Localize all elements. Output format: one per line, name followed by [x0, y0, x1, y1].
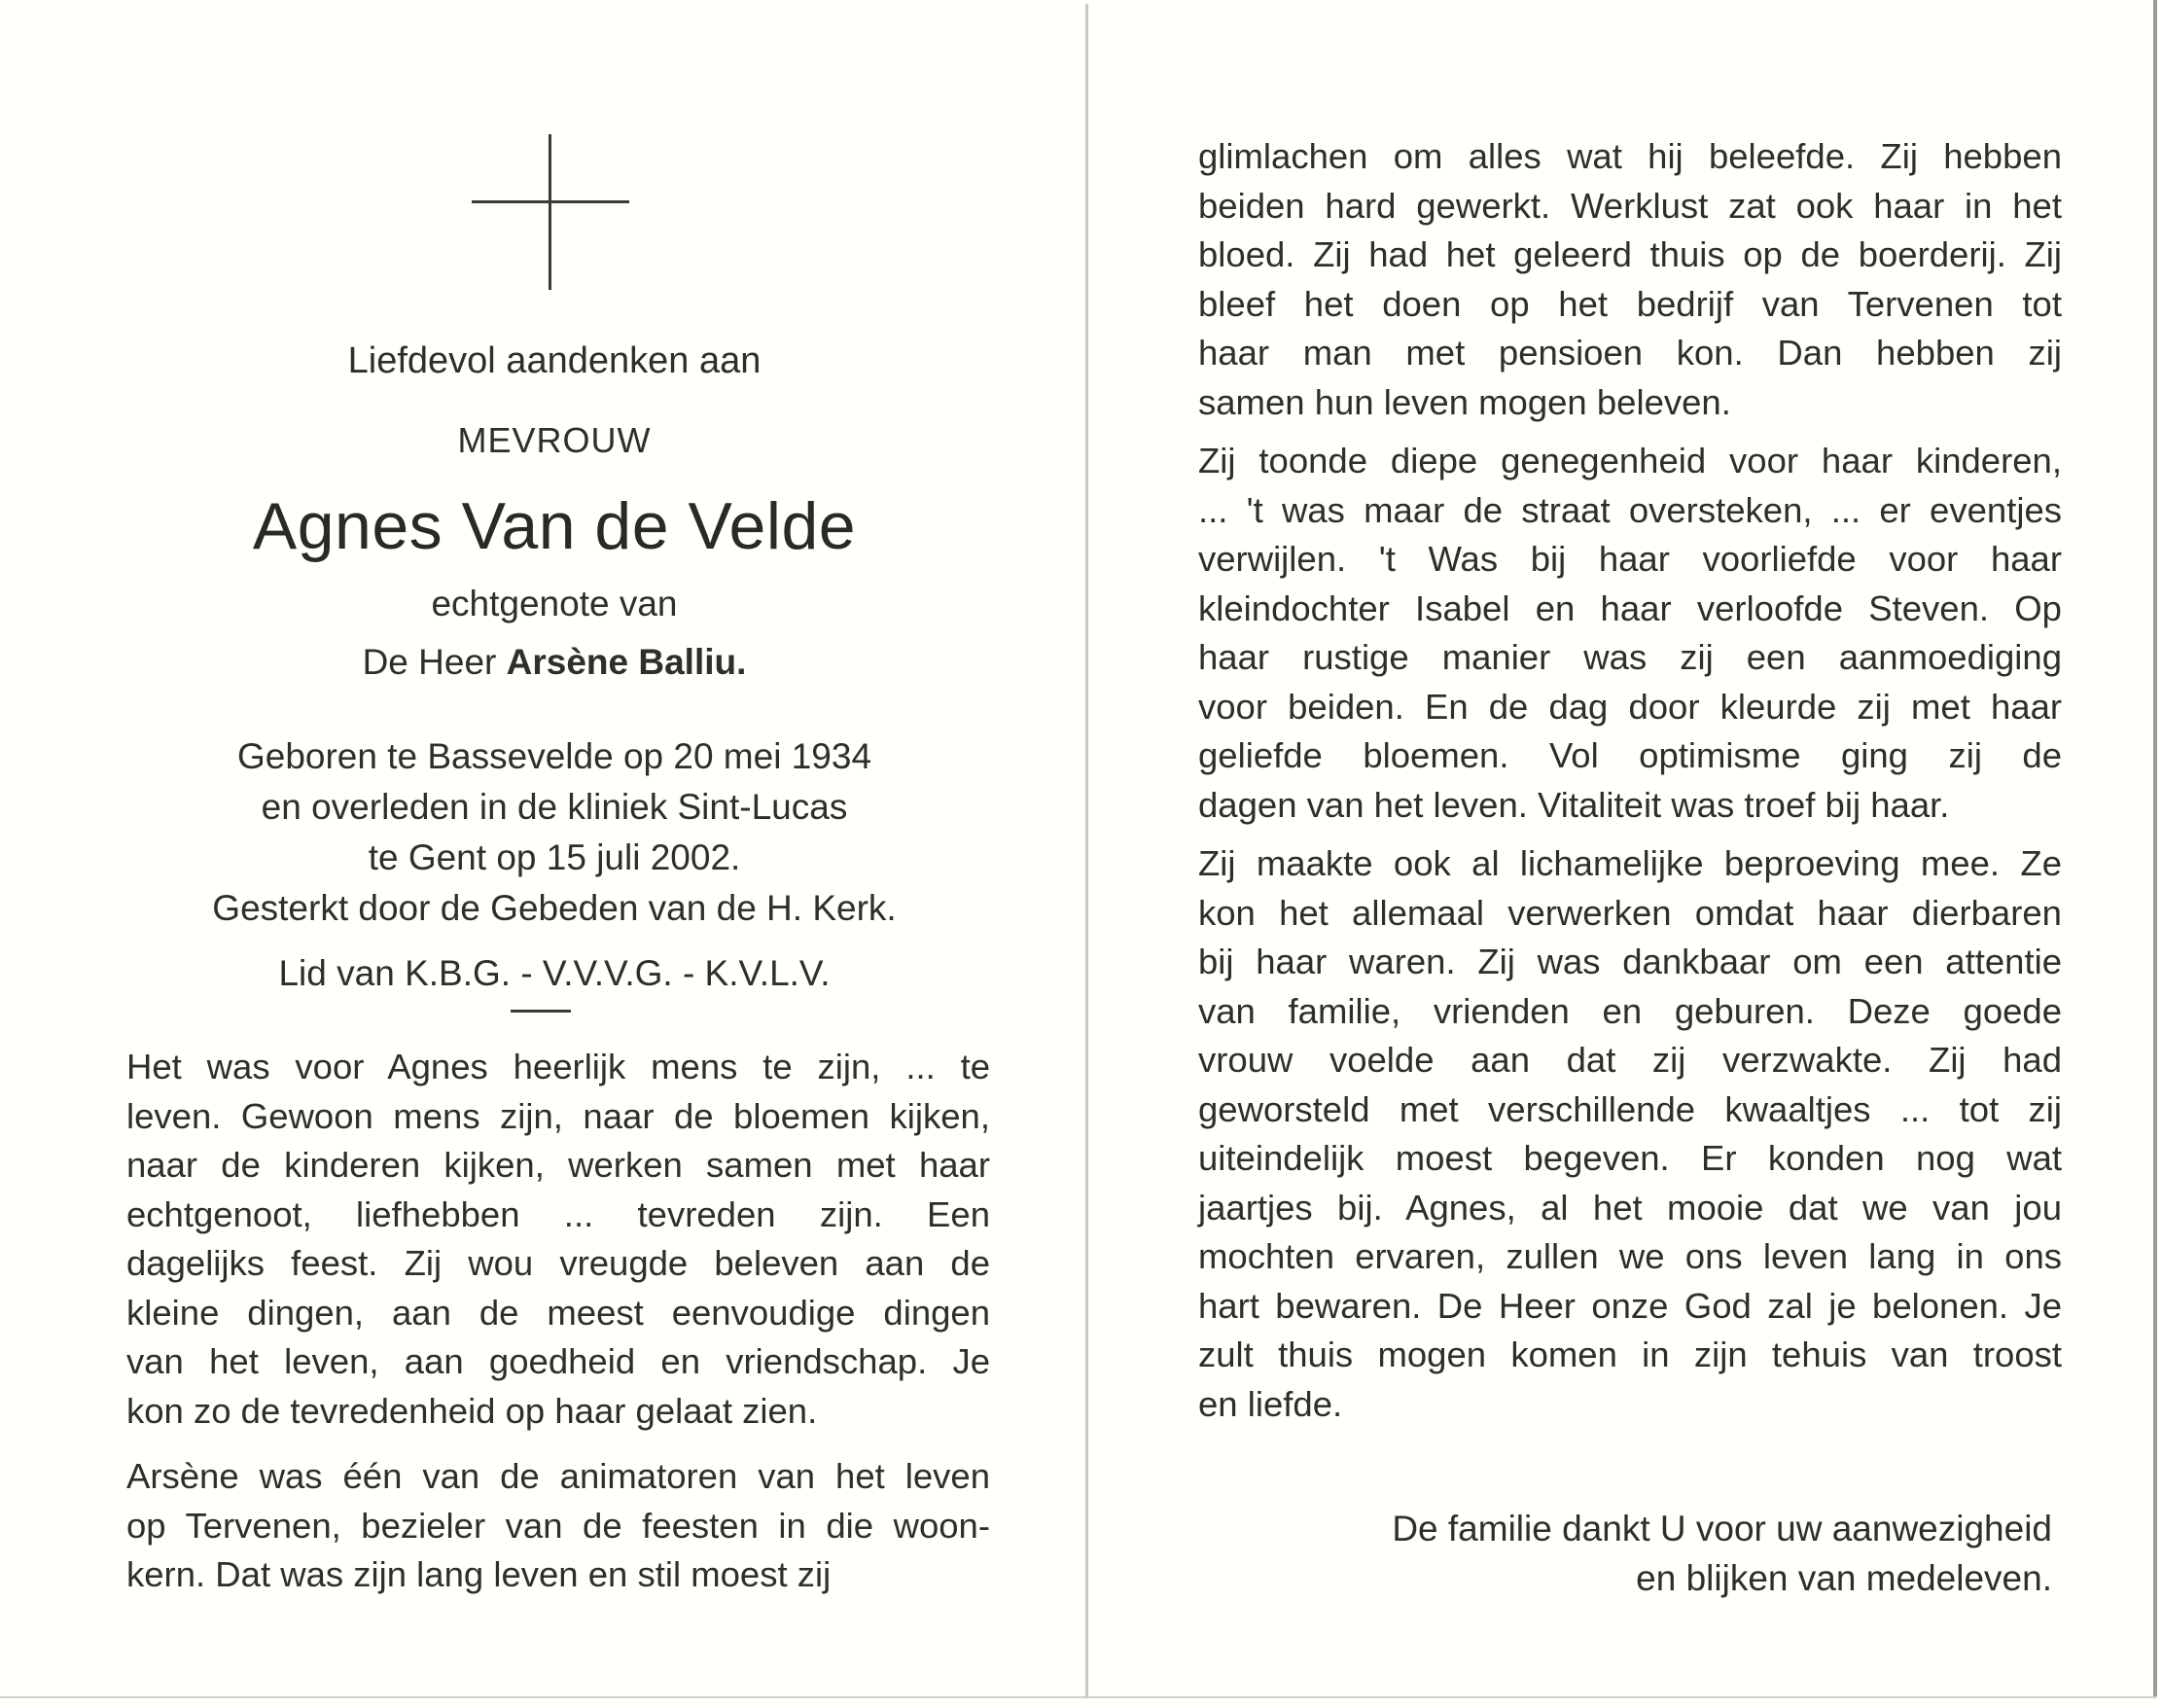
right-text-block: [1198, 132, 2062, 1439]
card-edge-bottom: [0, 1696, 2157, 1698]
birth-line: Geboren te Bassevelde op 20 mei 1934: [236, 736, 872, 776]
text-line: geliefde bloemen. Vol optimisme ging zij de: [1198, 735, 2062, 775]
text-line: bij haar waren. Zij was dankbaar om een attentie: [1198, 942, 2063, 981]
text-line: Het was voor Agnes heerlijk mens te zijn, ... te: [126, 1047, 991, 1086]
right-paragraph-2: [1198, 437, 2062, 830]
text-line: kleine dingen, aan de meest eenvoudige dingen: [126, 1292, 991, 1333]
text-line: echtgenoot, liefhebben ... tevreden zijn. Een: [126, 1193, 990, 1234]
text-line: glimlachen om alles wat hij beleefde. Zij hebben: [1198, 136, 2062, 176]
text-line: kleindochter Isabel en haar verloofde Steven. Op: [1198, 587, 2062, 628]
text-line: beiden hard gewerkt. Werklust zat ook haar in het: [1198, 185, 2062, 226]
text-line: van familie, vrienden en geburen. Deze goede: [1198, 990, 2063, 1031]
text-line: uiteindelijk moest begeven. Er konden nog wat: [1198, 1138, 2063, 1178]
left-panel: [117, 0, 992, 1692]
deceased-name: Agnes Van de Velde: [252, 489, 857, 563]
sacraments-line: Gesterkt door de Gebeden van de H. Kerk.: [212, 888, 897, 928]
text-line: haar man met pensioen kon. Dan hebben zij: [1198, 333, 2062, 373]
text-line: zult thuis mogen komen in zijn tehuis van troost: [1198, 1334, 2063, 1374]
text-line: bloed. Zij had het geleerd thuis op de boerderij. Zij: [1198, 234, 2063, 274]
right-paragraph-1: [1198, 132, 2062, 427]
spouse-prefix: De Heer: [362, 642, 497, 682]
cross-vertical-bar: [549, 134, 551, 290]
spouse-name: Arsène Balliu.: [506, 642, 747, 682]
right-panel: [1188, 0, 2064, 1692]
honorific-title: MEVROUW: [457, 420, 652, 460]
spouse-label: echtgenote van: [431, 584, 678, 623]
text-line: vrouw voelde aan dat zij verzwakte. Zij had: [1198, 1040, 2063, 1080]
text-line: Zij toonde diepe genegenheid voor haar kinderen,: [1198, 441, 2062, 480]
text-line: haar rustige manier was zij een aanmoediging: [1198, 637, 2063, 677]
text-line: Zij maakte ook al lichamelijke beproeving mee. Ze: [1198, 843, 2062, 883]
death-place-date: te Gent op 15 juli 2002.: [368, 837, 741, 877]
family-thanks: [1392, 1504, 2052, 1603]
text-line: verwijlen. 't Was bij haar voorliefde voor haar: [1198, 539, 2062, 579]
cross-horizontal-bar: [472, 200, 629, 203]
thanks-line: en blijken van medeleven.: [1636, 1558, 2052, 1598]
text-line: dagelijks feest. Zij wou vreugde beleven aan de: [126, 1243, 991, 1283]
text-line: mochten ervaren, zullen we ons leven lang in ons: [1198, 1236, 2062, 1276]
center-fold-line: [1085, 4, 1088, 1698]
text-line: hart bewaren. De Heer onze God zal je belonen. Je: [1198, 1285, 2062, 1326]
text-line: van het leven, aan goedheid en vriendschap. Je: [126, 1341, 991, 1381]
cross-icon: [472, 134, 629, 292]
left-paragraph-2: [126, 1452, 990, 1600]
text-line: Arsène was één van de animatoren van het leven: [126, 1456, 990, 1496]
text-line: bleef het doen op het bedrijf van Tervenen tot: [1198, 283, 2062, 324]
text-line: kern. Dat was zijn lang leven en stil moest zij: [126, 1554, 832, 1594]
separator-rule: [511, 1010, 571, 1013]
text-line: ... 't was maar de straat oversteken, ... er eventjes: [1198, 489, 2062, 530]
life-details: [117, 731, 992, 934]
text-line: geworsteld met verschillende kwaaltjes ... tot zij: [1198, 1088, 2063, 1129]
text-line: samen hun leven mogen beleven.: [1198, 381, 1731, 422]
right-paragraph-3: [1198, 839, 2062, 1429]
text-line: naar de kinderen kijken, werken samen met haar: [126, 1145, 990, 1185]
spouse-line: [117, 642, 992, 683]
text-line: en liefde.: [1198, 1383, 1343, 1424]
card-edge-right: [2153, 0, 2157, 1698]
intro-line: Liefdevol aandenken aan: [347, 340, 762, 381]
thanks-line: De familie dankt U voor uw aanwezigheid: [1392, 1509, 2052, 1548]
death-line: en overleden in de kliniek Sint-Lucas: [261, 787, 848, 827]
text-line: dagen van het leven. Vitaliteit was troef bij haar.: [1198, 784, 1950, 825]
text-line: leven. Gewoon mens zijn, naar de bloemen kijken,: [126, 1095, 990, 1136]
text-line: jaartjes bij. Agnes, al het mooie dat we van jou: [1198, 1187, 2062, 1228]
membership-line: Lid van K.B.G. - V.V.V.G. - K.V.L.V.: [278, 953, 831, 993]
text-line: op Tervenen, bezieler van de feesten in die woon-: [126, 1505, 991, 1546]
text-line: kon zo de tevredenheid op haar gelaat zien.: [126, 1390, 818, 1431]
text-line: voor beiden. En de dag door kleurde zij met haar: [1198, 686, 2063, 727]
left-paragraph-1: [126, 1043, 990, 1436]
text-line: kon het allemaal verwerken omdat haar dierbaren: [1198, 892, 2062, 933]
